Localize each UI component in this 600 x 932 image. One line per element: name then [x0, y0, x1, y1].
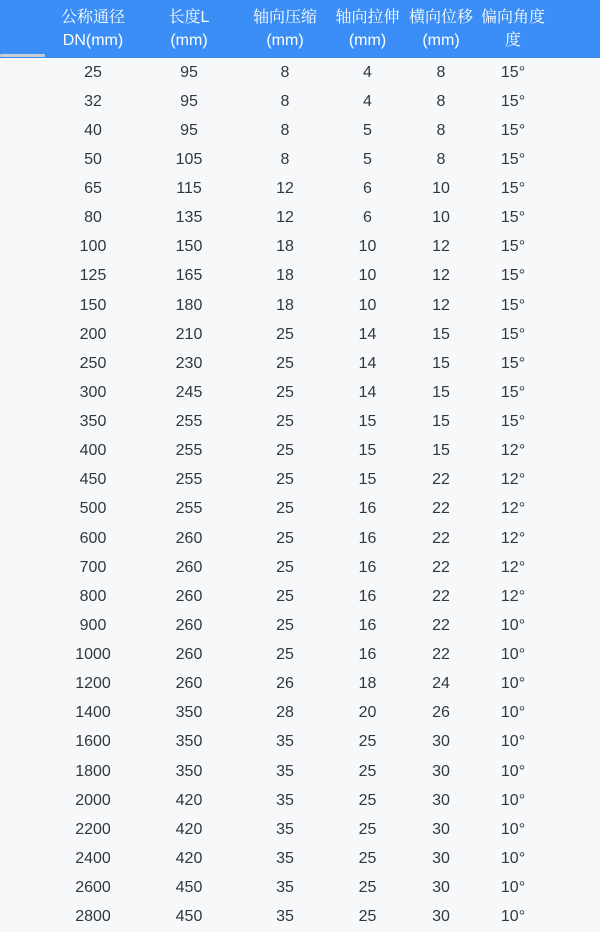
- cell: 500: [48, 495, 138, 524]
- cell: 65: [48, 175, 138, 204]
- row-spacer-left: [0, 466, 48, 495]
- row-spacer-right: [549, 408, 600, 437]
- cell: 80: [48, 204, 138, 233]
- cell: 260: [138, 553, 240, 582]
- row-spacer-right: [549, 903, 600, 932]
- cell: 8: [240, 58, 330, 87]
- cell: 25: [330, 757, 405, 786]
- cell: 260: [138, 670, 240, 699]
- cell: 115: [138, 175, 240, 204]
- cell: 25: [240, 466, 330, 495]
- row-spacer-right: [549, 641, 600, 670]
- row-spacer-left: [0, 145, 48, 174]
- table-header-row: [0, 0, 600, 58]
- table-row: [0, 408, 600, 437]
- row-spacer-right: [549, 437, 600, 466]
- cell: 18: [240, 291, 330, 320]
- table-row: [0, 262, 600, 291]
- row-spacer-right: [549, 87, 600, 116]
- column-header-1: [48, 0, 138, 58]
- column-header-line2: (mm): [170, 32, 208, 49]
- cell: 35: [240, 757, 330, 786]
- cell: 300: [48, 378, 138, 407]
- cell: 10°: [477, 844, 549, 873]
- cell: 12°: [477, 495, 549, 524]
- row-spacer-right: [549, 582, 600, 611]
- row-spacer-left: [0, 175, 48, 204]
- cell: 350: [48, 408, 138, 437]
- row-spacer-right: [549, 728, 600, 757]
- cell: 255: [138, 408, 240, 437]
- cell: 350: [138, 757, 240, 786]
- cell: 25: [240, 495, 330, 524]
- cell: 2200: [48, 815, 138, 844]
- cell: 260: [138, 582, 240, 611]
- cell: 1000: [48, 641, 138, 670]
- cell: 1200: [48, 670, 138, 699]
- cell: 26: [405, 699, 477, 728]
- cell: 40: [48, 116, 138, 145]
- cell: 260: [138, 641, 240, 670]
- cell: 420: [138, 844, 240, 873]
- row-spacer-left: [0, 116, 48, 145]
- cell: 6: [330, 175, 405, 204]
- cell: 700: [48, 553, 138, 582]
- row-spacer-left: [0, 874, 48, 903]
- cell: 35: [240, 728, 330, 757]
- cell: 12: [405, 291, 477, 320]
- cell: 250: [48, 349, 138, 378]
- column-header-line1: 横向位移: [408, 9, 473, 26]
- cell: 25: [330, 815, 405, 844]
- cell: 15°: [477, 349, 549, 378]
- cell: 35: [240, 786, 330, 815]
- row-spacer-left: [0, 903, 48, 932]
- row-spacer-right: [549, 378, 600, 407]
- row-spacer-left: [0, 582, 48, 611]
- cell: 15°: [477, 378, 549, 407]
- table-row: [0, 641, 600, 670]
- table-row: [0, 320, 600, 349]
- cell: 10°: [477, 903, 549, 932]
- cell: 18: [240, 262, 330, 291]
- table-row: [0, 233, 600, 262]
- row-spacer-right: [549, 757, 600, 786]
- row-spacer-right: [549, 611, 600, 640]
- header-spacer-left: [0, 0, 48, 58]
- table-row: [0, 204, 600, 233]
- cell: 12°: [477, 437, 549, 466]
- table-row: [0, 903, 600, 932]
- cell: 10: [330, 233, 405, 262]
- cell: 15°: [477, 58, 549, 87]
- cell: 15: [405, 408, 477, 437]
- cell: 10°: [477, 641, 549, 670]
- cell: 150: [138, 233, 240, 262]
- table-row: [0, 466, 600, 495]
- cell: 30: [405, 786, 477, 815]
- table-row: [0, 116, 600, 145]
- table-row: [0, 291, 600, 320]
- row-spacer-right: [549, 524, 600, 553]
- cell: 12°: [477, 553, 549, 582]
- table-row: [0, 874, 600, 903]
- row-spacer-right: [549, 58, 600, 87]
- cell: 8: [240, 87, 330, 116]
- cell: 14: [330, 378, 405, 407]
- cell: 8: [405, 145, 477, 174]
- cell: 25: [240, 320, 330, 349]
- cell: 230: [138, 349, 240, 378]
- cell: 15°: [477, 262, 549, 291]
- column-header-line1: 轴向拉伸: [335, 9, 400, 26]
- row-spacer-left: [0, 815, 48, 844]
- cell: 8: [405, 116, 477, 145]
- cell: 14: [330, 349, 405, 378]
- cell: 30: [405, 757, 477, 786]
- row-spacer-left: [0, 437, 48, 466]
- cell: 16: [330, 611, 405, 640]
- header-spacer-right: [549, 0, 600, 58]
- cell: 18: [330, 670, 405, 699]
- cell: 450: [138, 903, 240, 932]
- table-row: [0, 582, 600, 611]
- cell: 8: [240, 116, 330, 145]
- cell: 95: [138, 116, 240, 145]
- cell: 26: [240, 670, 330, 699]
- cell: 25: [240, 553, 330, 582]
- cell: 2600: [48, 874, 138, 903]
- cell: 50: [48, 145, 138, 174]
- row-spacer-left: [0, 553, 48, 582]
- cell: 15: [405, 437, 477, 466]
- cell: 25: [240, 349, 330, 378]
- cell: 15°: [477, 175, 549, 204]
- cell: 15: [405, 320, 477, 349]
- row-spacer-left: [0, 349, 48, 378]
- cell: 450: [138, 874, 240, 903]
- cell: 8: [240, 145, 330, 174]
- cell: 420: [138, 815, 240, 844]
- cell: 15°: [477, 408, 549, 437]
- cell: 255: [138, 495, 240, 524]
- cell: 95: [138, 58, 240, 87]
- cell: 180: [138, 291, 240, 320]
- cell: 20: [330, 699, 405, 728]
- column-header-6: [477, 0, 549, 58]
- column-header-4: [330, 0, 405, 58]
- row-spacer-left: [0, 786, 48, 815]
- cell: 30: [405, 874, 477, 903]
- cell: 900: [48, 611, 138, 640]
- column-header-5: [405, 0, 477, 58]
- cell: 15: [330, 466, 405, 495]
- row-spacer-left: [0, 408, 48, 437]
- cell: 5: [330, 116, 405, 145]
- cell: 32: [48, 87, 138, 116]
- cell: 12: [405, 233, 477, 262]
- cell: 12: [240, 175, 330, 204]
- cell: 15°: [477, 233, 549, 262]
- cell: 8: [405, 87, 477, 116]
- table-row: [0, 349, 600, 378]
- cell: 800: [48, 582, 138, 611]
- cell: 255: [138, 466, 240, 495]
- cell: 260: [138, 611, 240, 640]
- table-row: [0, 524, 600, 553]
- cell: 165: [138, 262, 240, 291]
- row-spacer-right: [549, 291, 600, 320]
- row-spacer-left: [0, 291, 48, 320]
- cell: 15: [405, 378, 477, 407]
- cell: 15: [405, 349, 477, 378]
- cell: 95: [138, 87, 240, 116]
- column-header-line2: (mm): [422, 32, 460, 49]
- cell: 16: [330, 524, 405, 553]
- cell: 25: [330, 844, 405, 873]
- row-spacer-right: [549, 116, 600, 145]
- cell: 12°: [477, 524, 549, 553]
- cell: 2400: [48, 844, 138, 873]
- table-row: [0, 844, 600, 873]
- cell: 16: [330, 495, 405, 524]
- table-row: [0, 815, 600, 844]
- row-spacer-right: [549, 815, 600, 844]
- table-row: [0, 757, 600, 786]
- cell: 16: [330, 553, 405, 582]
- table-row: [0, 611, 600, 640]
- row-spacer-left: [0, 611, 48, 640]
- cell: 10: [330, 262, 405, 291]
- cell: 22: [405, 495, 477, 524]
- table-row: [0, 728, 600, 757]
- cell: 25: [330, 874, 405, 903]
- cell: 10°: [477, 699, 549, 728]
- cell: 25: [240, 437, 330, 466]
- cell: 35: [240, 815, 330, 844]
- cell: 150: [48, 291, 138, 320]
- cell: 25: [240, 524, 330, 553]
- cell: 15: [330, 437, 405, 466]
- cell: 25: [240, 582, 330, 611]
- table-row: [0, 786, 600, 815]
- row-spacer-right: [549, 699, 600, 728]
- cell: 10: [405, 175, 477, 204]
- table-row: [0, 699, 600, 728]
- table-row: [0, 58, 600, 87]
- row-spacer-left: [0, 844, 48, 873]
- cell: 105: [138, 145, 240, 174]
- cell: 22: [405, 582, 477, 611]
- cell: 12°: [477, 466, 549, 495]
- cell: 125: [48, 262, 138, 291]
- row-spacer-right: [549, 262, 600, 291]
- cell: 15°: [477, 320, 549, 349]
- row-spacer-right: [549, 553, 600, 582]
- cell: 30: [405, 903, 477, 932]
- cell: 25: [240, 408, 330, 437]
- row-spacer-left: [0, 670, 48, 699]
- cell: 10: [405, 204, 477, 233]
- row-spacer-right: [549, 349, 600, 378]
- row-spacer-left: [0, 641, 48, 670]
- row-spacer-right: [549, 670, 600, 699]
- cell: 18: [240, 233, 330, 262]
- cell: 10: [330, 291, 405, 320]
- column-header-line2: 度: [504, 32, 521, 49]
- table-row: [0, 553, 600, 582]
- row-spacer-right: [549, 204, 600, 233]
- row-spacer-left: [0, 204, 48, 233]
- row-spacer-right: [549, 175, 600, 204]
- table-row: [0, 87, 600, 116]
- cell: 22: [405, 641, 477, 670]
- cell: 4: [330, 87, 405, 116]
- row-spacer-left: [0, 699, 48, 728]
- cell: 260: [138, 524, 240, 553]
- row-spacer-left: [0, 728, 48, 757]
- row-spacer-right: [549, 233, 600, 262]
- cell: 25: [48, 58, 138, 87]
- cell: 22: [405, 524, 477, 553]
- column-header-line2: (mm): [348, 32, 387, 49]
- column-header-line1: 公称通径: [60, 9, 125, 26]
- cell: 4: [330, 58, 405, 87]
- row-spacer-right: [549, 495, 600, 524]
- cell: 8: [405, 58, 477, 87]
- cell: 16: [330, 582, 405, 611]
- cell: 15°: [477, 291, 549, 320]
- cell: 25: [240, 378, 330, 407]
- table-row: [0, 175, 600, 204]
- row-spacer-left: [0, 757, 48, 786]
- cell: 22: [405, 553, 477, 582]
- cell: 14: [330, 320, 405, 349]
- table-header: [0, 0, 600, 58]
- row-spacer-left: [0, 87, 48, 116]
- cell: 15: [330, 408, 405, 437]
- row-spacer-left: [0, 233, 48, 262]
- row-spacer-right: [549, 320, 600, 349]
- column-header-line1: 长度L: [168, 9, 210, 26]
- row-spacer-left: [0, 262, 48, 291]
- column-header-line2: (mm): [266, 32, 304, 49]
- cell: 5: [330, 145, 405, 174]
- table-row: [0, 145, 600, 174]
- column-header-line1: 轴向压缩: [252, 9, 317, 26]
- cell: 25: [240, 641, 330, 670]
- table-row: [0, 378, 600, 407]
- cell: 245: [138, 378, 240, 407]
- table-row: [0, 495, 600, 524]
- cell: 1600: [48, 728, 138, 757]
- cell: 10°: [477, 786, 549, 815]
- row-spacer-left: [0, 320, 48, 349]
- cell: 35: [240, 874, 330, 903]
- cell: 10°: [477, 757, 549, 786]
- cell: 350: [138, 699, 240, 728]
- cell: 12: [240, 204, 330, 233]
- cell: 15°: [477, 87, 549, 116]
- cell: 450: [48, 466, 138, 495]
- cell: 10°: [477, 815, 549, 844]
- cell: 2000: [48, 786, 138, 815]
- column-header-line1: 偏向角度: [480, 9, 545, 26]
- row-spacer-right: [549, 874, 600, 903]
- cell: 10°: [477, 874, 549, 903]
- cell: 25: [330, 786, 405, 815]
- column-header-line2: DN(mm): [62, 32, 124, 49]
- cell: 135: [138, 204, 240, 233]
- table-body: [0, 58, 600, 932]
- cell: 350: [138, 728, 240, 757]
- cell: 200: [48, 320, 138, 349]
- row-spacer-right: [549, 466, 600, 495]
- cell: 22: [405, 611, 477, 640]
- cell: 25: [330, 728, 405, 757]
- cell: 35: [240, 844, 330, 873]
- row-spacer-left: [0, 58, 48, 87]
- cell: 1400: [48, 699, 138, 728]
- row-spacer-right: [549, 786, 600, 815]
- cell: 600: [48, 524, 138, 553]
- row-spacer-left: [0, 378, 48, 407]
- cell: 30: [405, 728, 477, 757]
- cell: 210: [138, 320, 240, 349]
- cell: 10°: [477, 670, 549, 699]
- cell: 1800: [48, 757, 138, 786]
- table-row: [0, 437, 600, 466]
- cell: 100: [48, 233, 138, 262]
- cell: 15°: [477, 204, 549, 233]
- cell: 15°: [477, 116, 549, 145]
- cell: 15°: [477, 145, 549, 174]
- cell: 24: [405, 670, 477, 699]
- column-header-2: [138, 0, 240, 58]
- cell: 16: [330, 641, 405, 670]
- row-spacer-right: [549, 844, 600, 873]
- horizontal-scrollbar-thumb[interactable]: [0, 54, 45, 57]
- cell: 22: [405, 466, 477, 495]
- cell: 420: [138, 786, 240, 815]
- cell: 25: [330, 903, 405, 932]
- cell: 10°: [477, 728, 549, 757]
- cell: 6: [330, 204, 405, 233]
- cell: 10°: [477, 611, 549, 640]
- cell: 12°: [477, 582, 549, 611]
- cell: 30: [405, 815, 477, 844]
- cell: 35: [240, 903, 330, 932]
- row-spacer-right: [549, 145, 600, 174]
- row-spacer-left: [0, 524, 48, 553]
- cell: 2800: [48, 903, 138, 932]
- column-header-3: [240, 0, 330, 58]
- cell: 28: [240, 699, 330, 728]
- cell: 30: [405, 844, 477, 873]
- cell: 12: [405, 262, 477, 291]
- table-row: [0, 670, 600, 699]
- row-spacer-left: [0, 495, 48, 524]
- cell: 255: [138, 437, 240, 466]
- cell: 400: [48, 437, 138, 466]
- cell: 25: [240, 611, 330, 640]
